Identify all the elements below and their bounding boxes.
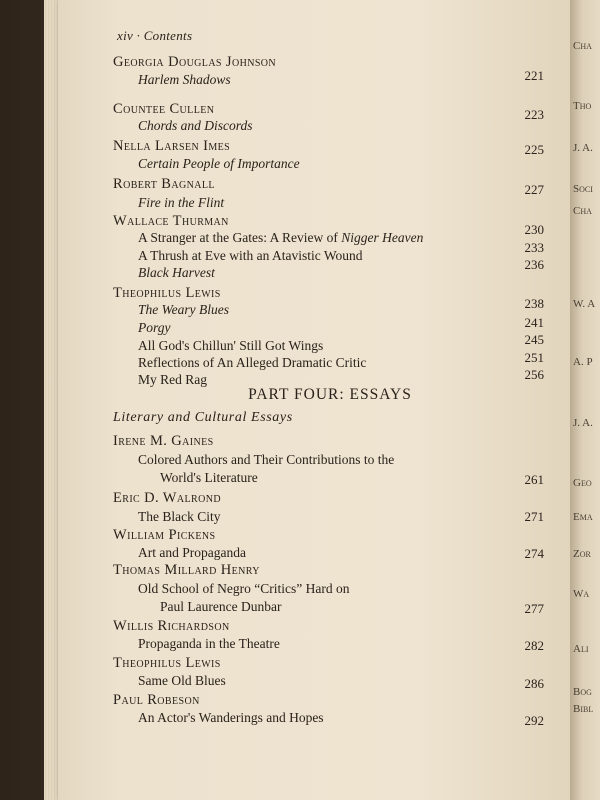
work-title-text: A Thrush at Eve with an Atavistic Wound: [138, 248, 363, 263]
work-title-text: All God's Chillun' Still Got Wings: [138, 338, 324, 353]
work-title-text: Certain People of Importance: [138, 156, 300, 171]
work-title: [138, 338, 323, 354]
work-title-text: My Red Rag: [138, 372, 207, 387]
author-name: Countee Cullen: [113, 101, 215, 117]
author-name: Theophilus Lewis: [113, 285, 221, 301]
author-name: Wallace Thurman: [113, 213, 229, 229]
work-title: [138, 195, 224, 211]
page-number: 274: [524, 546, 544, 561]
work-title: Paul Laurence Dunbar: [160, 599, 282, 614]
facing-page-fragment: Cha: [573, 205, 592, 217]
facing-page-fragment: J. A.: [573, 142, 593, 154]
work-title-text: A Stranger at the Gates: A Review of: [138, 230, 338, 245]
work-title: Art and Propaganda: [138, 545, 246, 560]
page-number: 286: [524, 676, 544, 691]
work-title: [138, 230, 423, 246]
page-number: 236: [524, 257, 544, 272]
work-title: [138, 156, 300, 172]
work-title-text: Porgy: [138, 320, 171, 335]
page-number: 230: [524, 222, 544, 237]
facing-page-fragment: Bibl: [573, 703, 594, 715]
work-title: [138, 372, 207, 388]
work-title: World's Literature: [160, 470, 258, 485]
author-name: Nella Larsen Imes: [113, 138, 231, 154]
facing-page-fragment: Wa: [573, 588, 590, 600]
facing-page-fragment: Ali: [573, 643, 589, 655]
author-name: Theophilus Lewis: [113, 655, 221, 671]
work-title: [138, 320, 171, 336]
work-title-text: The Weary Blues: [138, 302, 229, 317]
page-number: 221: [524, 68, 544, 83]
work-title: An Actor's Wanderings and Hopes: [138, 710, 324, 725]
facing-page-fragment: A. P: [573, 356, 593, 368]
author-name: Georgia Douglas Johnson: [113, 54, 277, 70]
page-number: 256: [524, 367, 544, 382]
work-title-text: Black Harvest: [138, 265, 215, 280]
work-title: Same Old Blues: [138, 673, 226, 688]
work-title: [138, 72, 231, 88]
page-number: 282: [524, 638, 544, 653]
work-title-italic: Nigger Heaven: [341, 230, 424, 245]
facing-page-fragment: J. A.: [573, 417, 593, 429]
facing-page-fragment: Ema: [573, 511, 593, 523]
work-title: [138, 265, 215, 281]
work-title: Colored Authors and Their Contributions to the: [138, 452, 395, 467]
work-title-text: Fire in the Flint: [138, 195, 225, 210]
page-number: 292: [524, 713, 544, 728]
work-title-text: Reflections of An Alleged Dramatic Critic: [138, 355, 367, 370]
part-heading: PART FOUR: ESSAYS: [248, 386, 412, 403]
work-title: Old School of Negro “Critics” Hard on: [138, 581, 350, 596]
facing-page-fragment: Soci: [573, 183, 593, 195]
author-name: Paul Robeson: [113, 692, 200, 708]
page-number: 241: [524, 315, 544, 330]
work-title: [138, 355, 366, 371]
work-title-text: Harlem Shadows: [138, 72, 231, 87]
work-title: [138, 302, 229, 318]
author-name: Irene M. Gaines: [113, 433, 214, 449]
facing-page-fragment: Zor: [573, 548, 591, 560]
work-title-text: Chords and Discords: [138, 118, 253, 133]
page-number: 238: [524, 296, 544, 311]
page-number: 277: [524, 601, 544, 616]
work-title: Propaganda in the Theatre: [138, 636, 280, 651]
work-title: The Black City: [138, 509, 221, 524]
page-number: 233: [524, 240, 544, 255]
page-number: 227: [524, 182, 544, 197]
author-name: Willis Richardson: [113, 618, 230, 634]
running-head: xiv · Contents: [117, 28, 193, 43]
page-number: 271: [524, 509, 544, 524]
author-name: Thomas Millard Henry: [113, 562, 260, 578]
work-title: [138, 248, 363, 264]
section-heading: Literary and Cultural Essays: [113, 410, 293, 425]
facing-page-fragment: Tho: [573, 100, 592, 112]
facing-page-fragment: Cha: [573, 40, 592, 52]
author-name: William Pickens: [113, 527, 216, 543]
page-number: 251: [524, 350, 544, 365]
facing-page-fragment: W. A: [573, 298, 596, 310]
page-number: 223: [524, 107, 544, 122]
work-title: [138, 118, 253, 134]
page-number: 225: [524, 142, 544, 157]
author-name: Robert Bagnall: [113, 176, 215, 192]
facing-page-fragment: Geo: [573, 477, 592, 489]
page-number: 261: [524, 472, 544, 487]
facing-page-fragment: Bog: [573, 686, 592, 698]
page-number: 245: [524, 332, 544, 347]
author-name: Eric D. Walrond: [113, 490, 221, 506]
